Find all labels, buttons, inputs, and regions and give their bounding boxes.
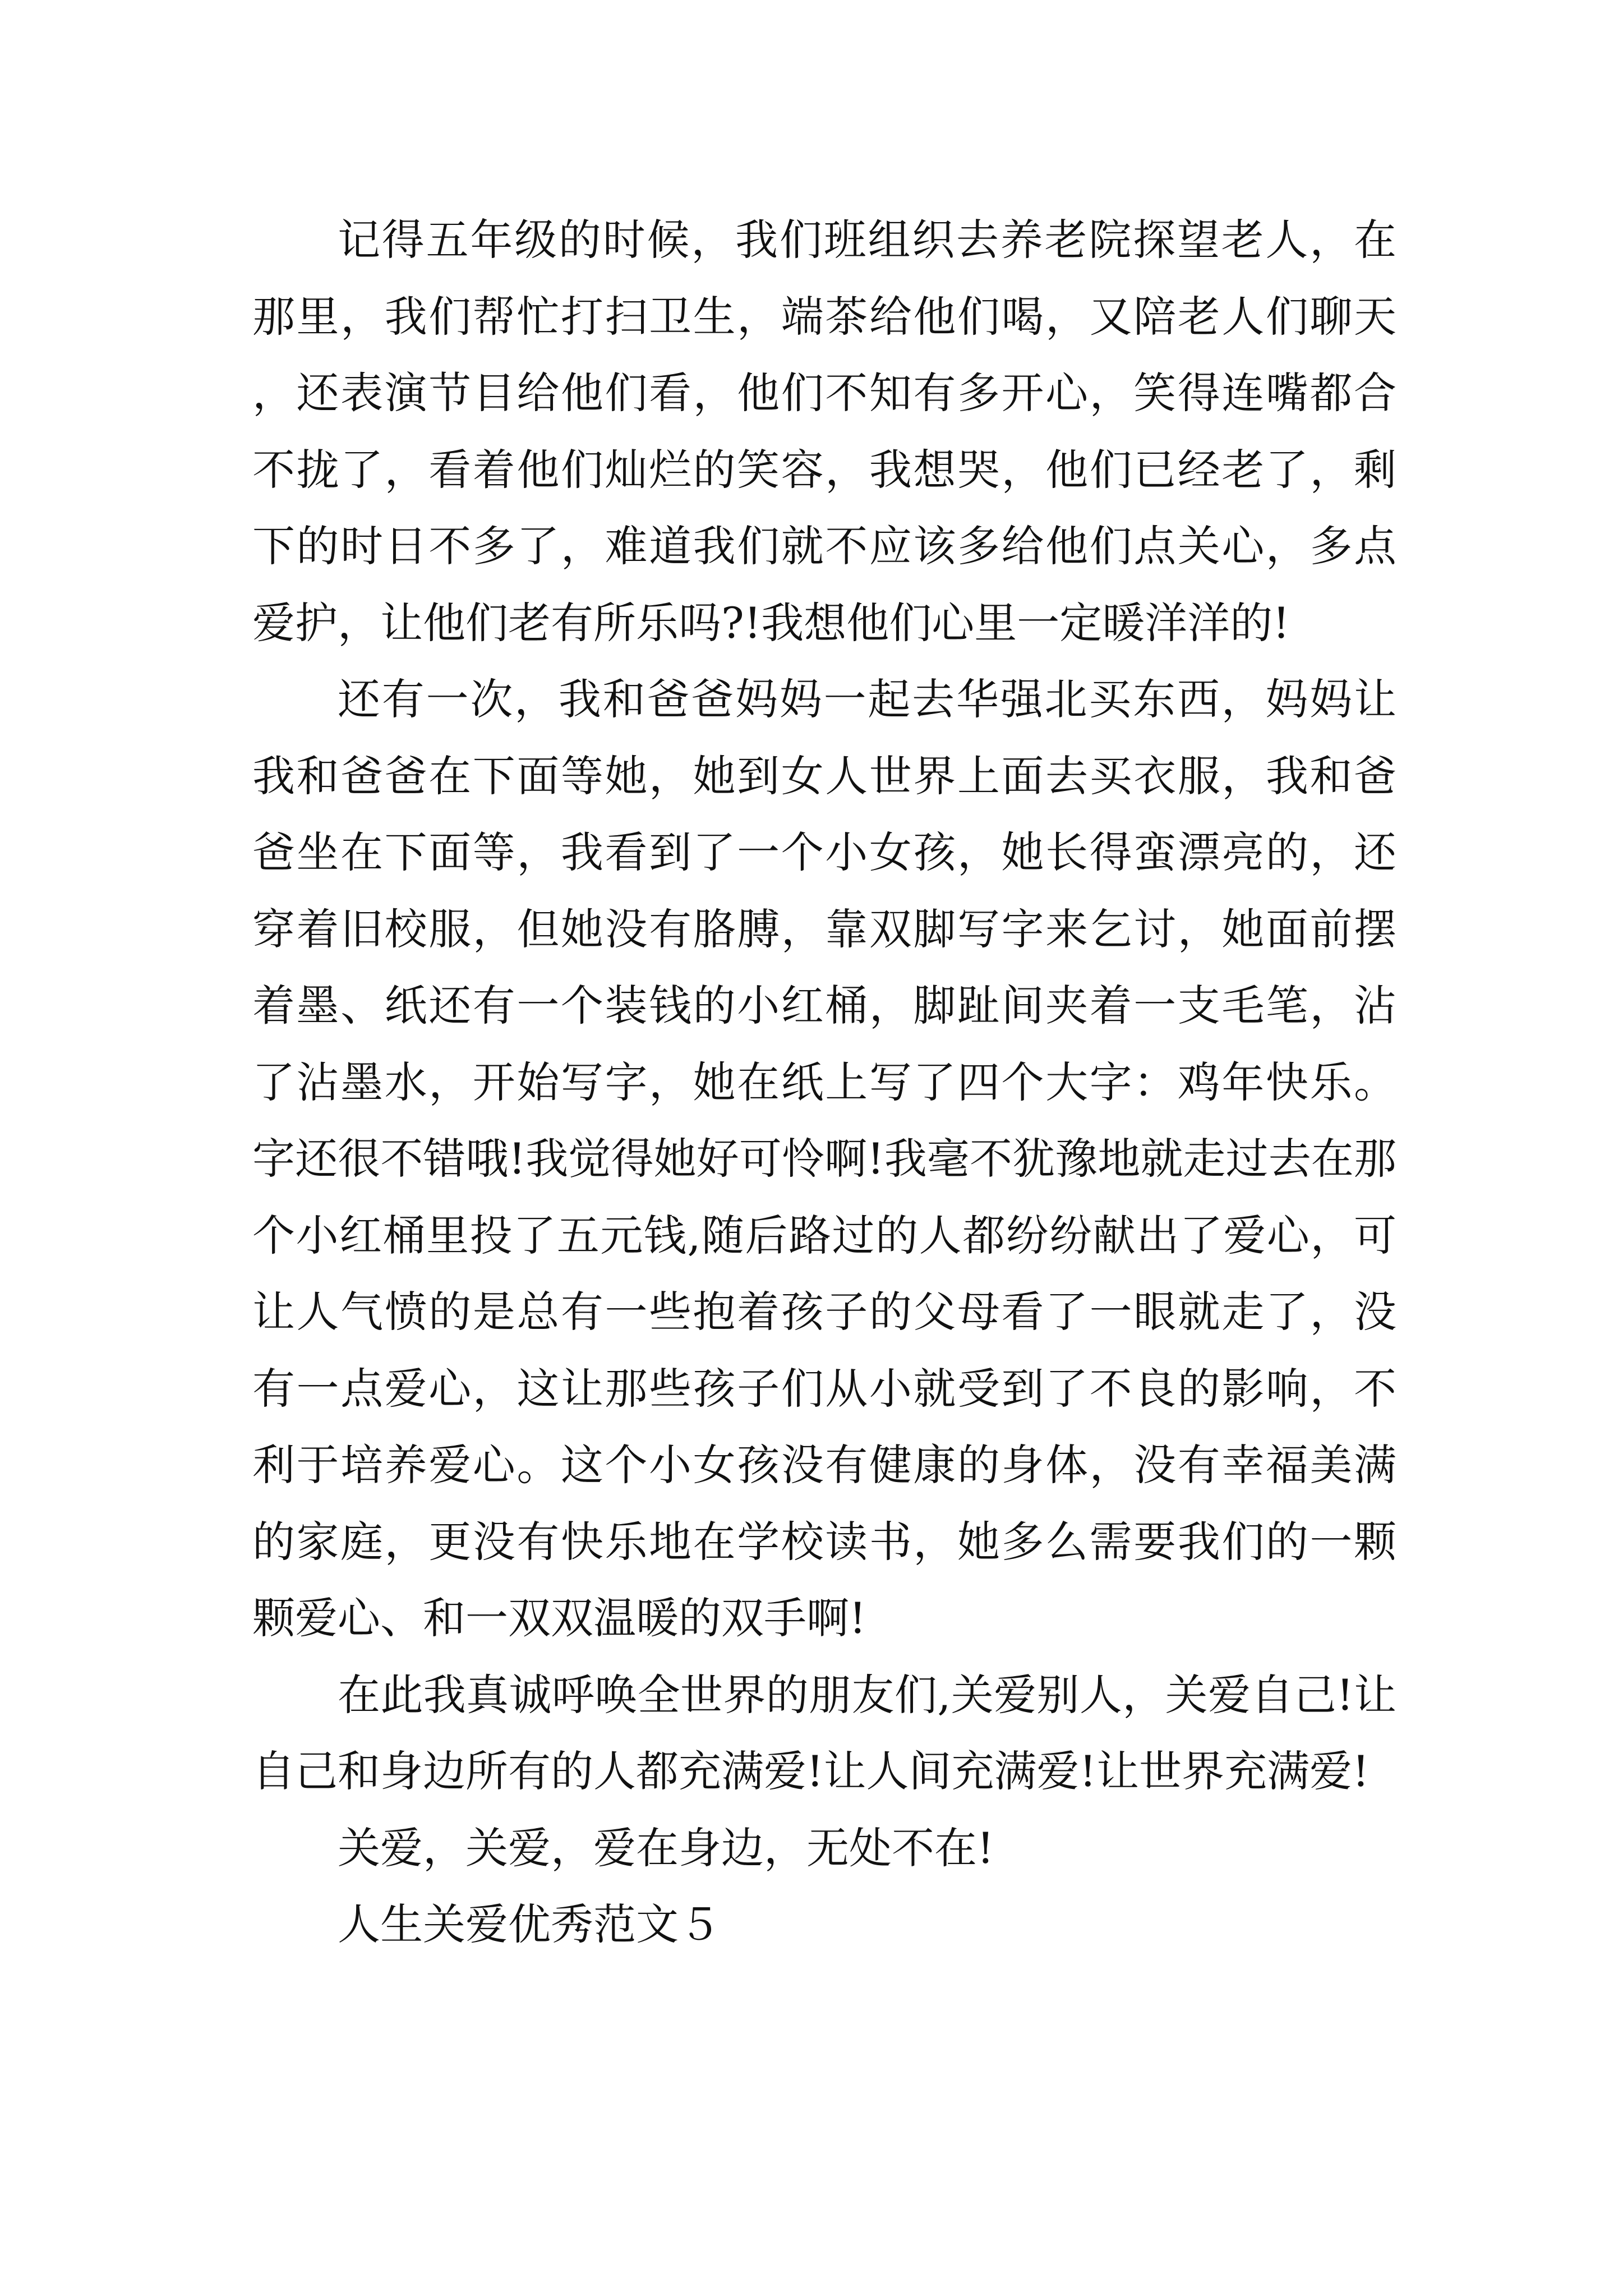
paragraph-call-to-love: 在此我真诚呼唤全世界的朋友们,关爱别人，关爱自己!让自己和身边所有的人都充满爱!让人间充满爱!让世界充满爱! — [252, 1669, 1396, 1796]
next-essay-heading: 人生关爱优秀范文５ — [338, 1899, 721, 1949]
closing-line: 关爱，关爱，爱在身边，无处不在! — [338, 1823, 994, 1873]
paragraph-nursing-home-visit: 记得五年级的时候，我们班组织去养老院探望老人，在那里，我们帮忙打扫卫生，端茶给他们喝，又陪老人们聊天，还表演节目给他们看，他们不知有多开心，笑得连嘴都合不拢了，看着他们灿烂的笑容，我想哭，他们已经老了，剩下的时日不多了，难道我们就不应该多给他们点关心，多点爱护，让他们老有所乐吗?!我想他们心里一定暖洋洋的! — [252, 215, 1396, 648]
document-body — [252, 202, 1396, 1963]
paragraph-little-girl: 还有一次，我和爸爸妈妈一起去华强北买东西，妈妈让我和爸爸在下面等她，她到女人世界上面去买衣服，我和爸爸坐在下面等，我看到了一个小女孩，她长得蛮漂亮的，还穿着旧校服，但她没有胳膊，靠双脚写字来乞讨，她面前摆着墨、纸还有一个装钱的小红桶，脚趾间夹着一支毛笔，沾了沾墨水，开始写字，她在纸上写了四个大字：鸡年快乐。字还很不错哦!我觉得她好可怜啊!我毫不犹豫地就走过去在那个小红桶里投了五元钱,随后路过的人都纷纷献出了爱心，可让人气愤的是总有一些抱着孩子的父母看了一眼就走了，没有一点爱心，这让那些孩子们从小就受到了不良的影响，不利于培养爱心。这个小女孩没有健康的身体，没有幸福美满的家庭，更没有快乐地在学校读书，她多么需要我们的一颗颗爱心、和一双双温暖的双手啊! — [252, 674, 1396, 1643]
